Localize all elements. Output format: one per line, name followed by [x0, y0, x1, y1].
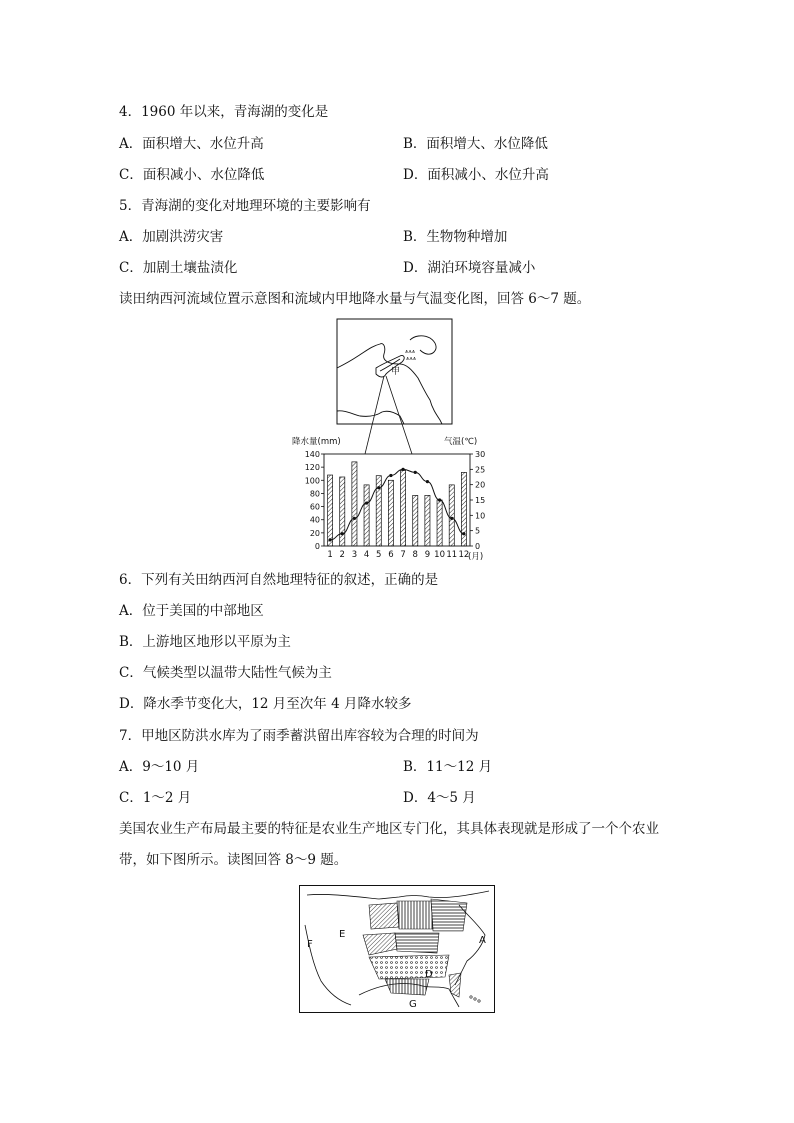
map2-label-e: E	[339, 929, 346, 940]
y-tick-label: 60	[309, 502, 320, 512]
map2-label-g: G	[409, 999, 417, 1010]
temp-point	[401, 468, 404, 471]
q4-option-d: D．面积减小、水位升高	[403, 167, 549, 183]
map2-label-a: A	[479, 935, 486, 946]
month-tick-label: 5	[376, 550, 382, 560]
precip-bar	[340, 477, 345, 546]
q6-option-a: A．位于美国的中部地区	[119, 603, 264, 619]
us-agriculture-map	[299, 885, 495, 1013]
q7-option-d: D．4～5 月	[403, 790, 476, 806]
q4-option-a: A．面积增大、水位升高	[119, 136, 264, 152]
month-tick-label: 3	[351, 550, 358, 560]
precip-bar	[388, 480, 393, 546]
q6-option-d: D．降水季节变化大，12 月至次年 4 月降水较多	[119, 696, 412, 712]
y-tick-label: 80	[309, 489, 320, 499]
y-tick-label: 100	[304, 476, 320, 486]
y2-tick-label: 20	[475, 480, 486, 490]
svg-text:⩚⩚⩚: ⩚⩚⩚	[406, 355, 417, 362]
temp-point	[389, 474, 392, 477]
temp-point	[353, 517, 356, 520]
q7-stem: 7．甲地区防洪水库为了雨季蓄洪留出库容较为合理的时间为	[119, 728, 479, 744]
chart-plot-frame	[324, 454, 470, 546]
precip-bar	[449, 485, 454, 546]
y2-tick-label: 0	[475, 542, 481, 551]
y-tick-label: 120	[304, 463, 320, 473]
q7-option-b: B．11～12 月	[403, 759, 493, 775]
y2-tick-label: 15	[475, 496, 486, 505]
q4-option-b: B．面积增大、水位降低	[403, 136, 548, 152]
svg-text:⩚⩚⩚: ⩚⩚⩚	[405, 348, 416, 355]
map2-label-f: F	[307, 939, 313, 950]
intro-8-9-line2: 带，如下图所示。读图回答 8～9 题。	[119, 852, 348, 868]
intro-8-9-line1: 美国农业生产布局最主要的特征是农业生产地区专门化，其具体表现就是形成了一个个农业	[119, 821, 659, 837]
q6-stem: 6．下列有关田纳西河自然地理特征的叙述，正确的是	[119, 572, 439, 588]
y2-tick-label: 25	[475, 465, 486, 475]
precip-bar	[364, 485, 369, 546]
precip-bar	[425, 495, 430, 546]
temp-point	[377, 486, 380, 489]
y-tick-label: 0	[314, 542, 320, 551]
temp-point	[341, 532, 344, 535]
y-tick-label: 40	[309, 515, 320, 525]
y2-tick-label: 30	[475, 450, 486, 459]
month-tick-label: 9	[424, 550, 431, 560]
y-tick-label: 20	[309, 528, 320, 538]
temp-point	[450, 517, 453, 520]
temp-point	[365, 501, 368, 504]
map2-label-d: D	[425, 969, 433, 980]
month-tick-label: 7	[400, 550, 406, 560]
y-tick-label: 140	[304, 450, 320, 459]
map-label-jia: 甲	[391, 367, 401, 377]
x-axis-unit: (月)	[468, 552, 484, 562]
precip-bar	[401, 470, 406, 546]
month-tick-label: 8	[412, 550, 418, 560]
q5-stem: 5．青海湖的变化对地理环境的主要影响有	[119, 198, 371, 214]
month-tick-label: 4	[363, 550, 370, 560]
precip-bar	[328, 475, 333, 546]
mountain-icon	[405, 348, 417, 362]
precip-bar	[352, 462, 357, 546]
q4-stem: 4．1960 年以来，青海湖的变化是	[119, 104, 329, 120]
month-tick-label: 6	[388, 550, 394, 560]
month-tick-label: 1	[327, 550, 333, 560]
temp-point	[438, 498, 441, 501]
q6-option-c: C．气候类型以温带大陆性气候为主	[119, 665, 332, 681]
q7-option-a: A．9～10 月	[119, 759, 200, 775]
temperature-series-line	[330, 469, 464, 540]
month-tick-label: 10	[434, 550, 445, 560]
month-tick-label: 2	[339, 550, 345, 560]
tennessee-figure	[290, 316, 510, 566]
q6-option-b: B．上游地区地形以平原为主	[119, 634, 291, 650]
temp-point	[328, 538, 331, 541]
right-axis-title: 气温(℃)	[444, 437, 478, 447]
q5-option-d: D．湖泊环境容量减小	[403, 260, 536, 276]
temp-point	[426, 480, 429, 483]
y2-tick-label: 10	[475, 511, 486, 521]
temp-point	[462, 532, 465, 535]
q5-option-a: A．加剧洪涝灾害	[119, 229, 224, 245]
q5-option-b: B．生物物种增加	[403, 229, 508, 245]
intro-6-7: 读田纳西河流域位置示意图和流域内甲地降水量与气温变化图，回答 6～7 题。	[119, 291, 591, 307]
q5-option-c: C．加剧土壤盐渍化	[119, 260, 238, 276]
precip-bar	[437, 500, 442, 546]
q4-option-c: C．面积减小、水位降低	[119, 167, 265, 183]
temp-point	[414, 471, 417, 474]
y2-tick-label: 5	[475, 526, 481, 536]
precip-bar	[413, 495, 418, 546]
month-tick-label: 11	[446, 550, 458, 560]
q7-option-c: C．1～2 月	[119, 790, 192, 806]
month-tick-label: 12	[458, 550, 470, 560]
left-axis-title: 降水量(mm)	[292, 437, 341, 447]
